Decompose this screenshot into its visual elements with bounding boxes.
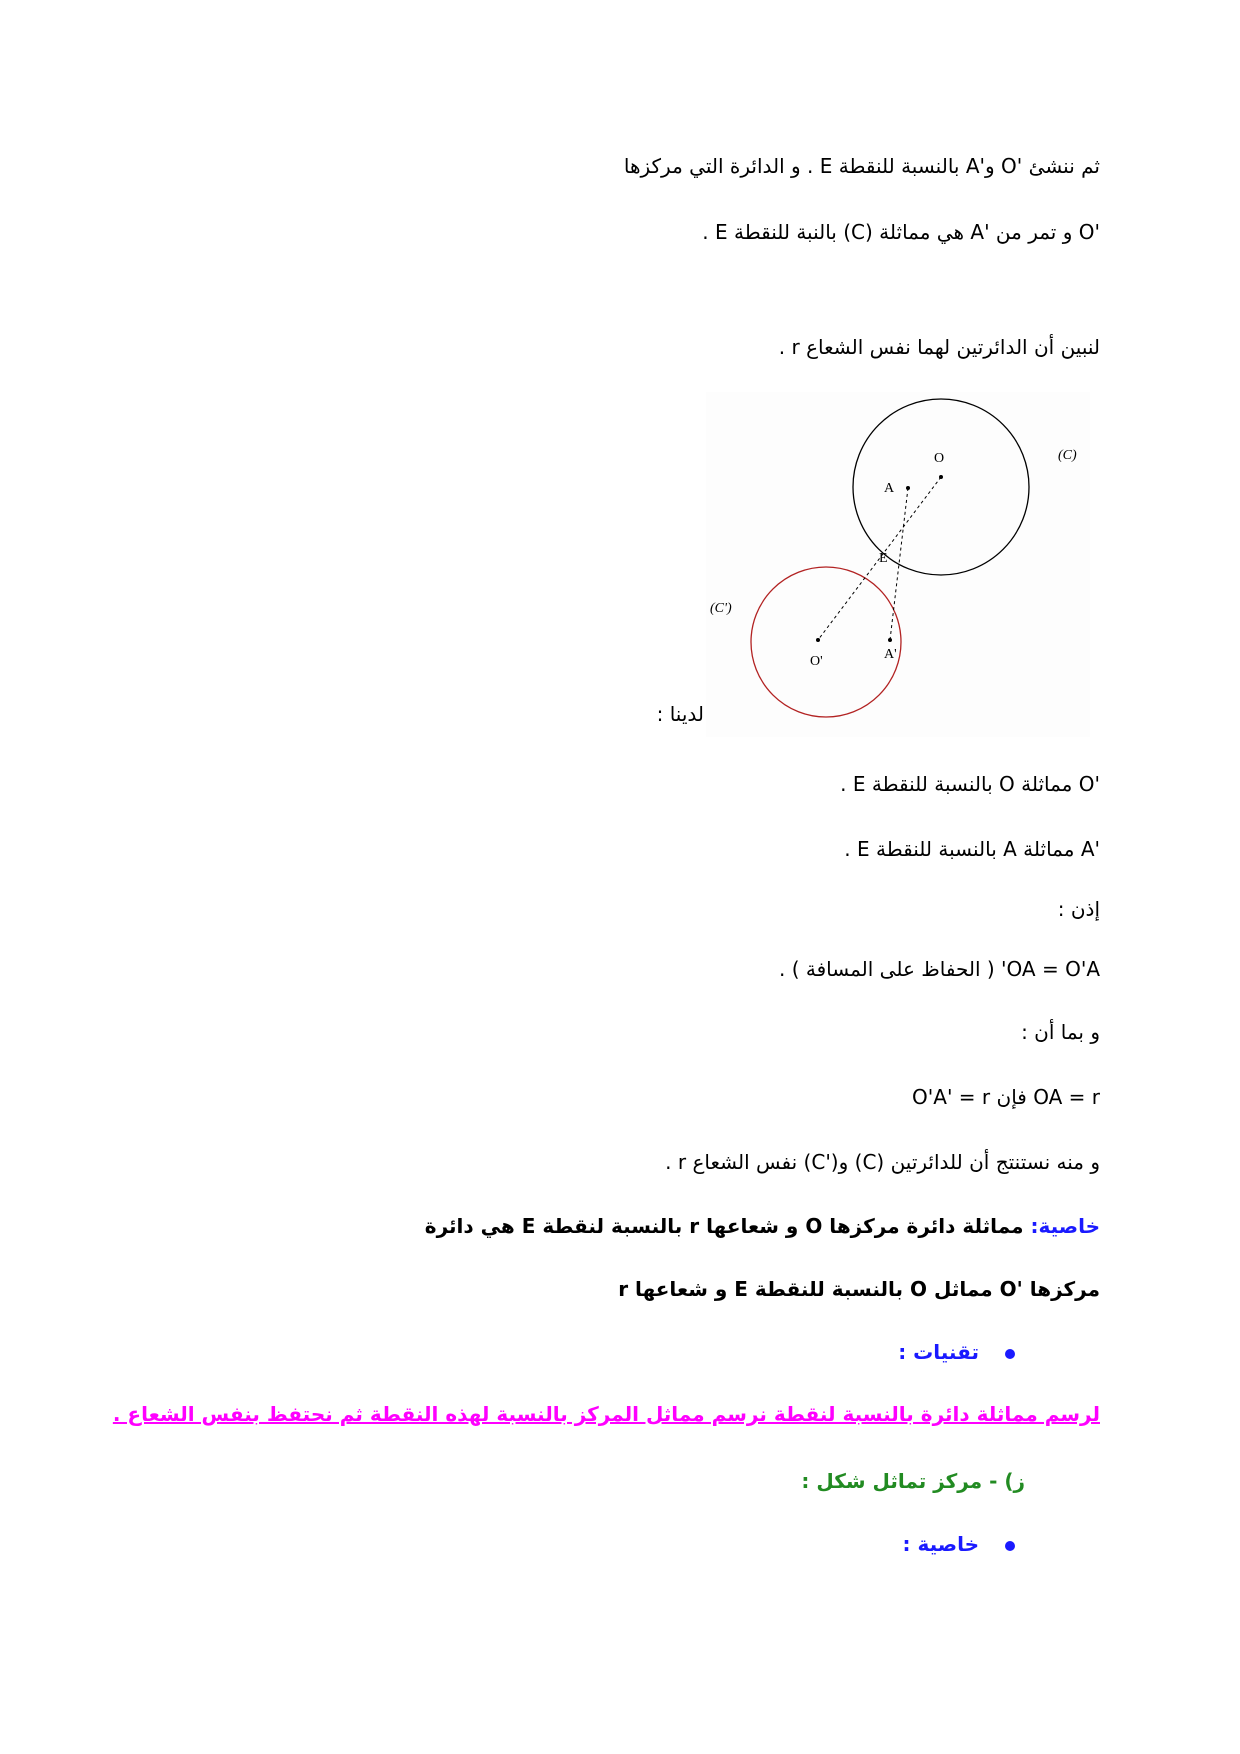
section-heading-symmetry-center: ز) - مركز تماثل شكل : bbox=[801, 1469, 1025, 1493]
para-line-9: و بما أن : bbox=[1021, 1020, 1100, 1044]
para-line-4: لدينا : bbox=[656, 702, 704, 726]
technique-statement: لرسم مماثلة دائرة بالنسبة لنقطة نرسم مماثل المركز بالنسبة لهذه النقطة ثم نحتفظ بنفس الشعاع . bbox=[112, 1402, 1100, 1426]
label-c: (C) bbox=[1058, 448, 1077, 463]
para-line-7: إذن : bbox=[1057, 897, 1100, 921]
label-a-prime: A' bbox=[884, 647, 897, 662]
para-line-5: 'O مماثلة O بالنسبة للنقطة E . bbox=[840, 772, 1100, 796]
point-a-prime bbox=[888, 638, 892, 642]
point-o bbox=[939, 475, 943, 479]
para-line-10: OA = r فإن O'A' = r bbox=[912, 1085, 1100, 1109]
para-line-1: ثم ننشئ 'O و'A بالنسبة للنقطة E . و الدائرة التي مركزها bbox=[623, 154, 1100, 178]
label-c-prime: (C') bbox=[710, 601, 732, 616]
techniques-heading-text: تقنيات : bbox=[898, 1340, 979, 1364]
property-statement-line-1 bbox=[425, 1212, 1100, 1240]
para-line-11: و منه نستنتج أن للدائرتين (C) و('C) نفس الشعاع r . bbox=[665, 1150, 1100, 1174]
property-statement-line-2: مركزها 'O مماثل O بالنسبة للنقطة E و شعاعها r bbox=[618, 1277, 1100, 1301]
label-o: O bbox=[934, 451, 945, 466]
property-label: خاصية: bbox=[1030, 1214, 1100, 1238]
bullet-icon bbox=[1005, 1541, 1015, 1551]
techniques-heading bbox=[898, 1338, 1015, 1366]
symmetry-figure bbox=[706, 392, 1090, 737]
point-a bbox=[906, 486, 910, 490]
property-heading-text: خاصية : bbox=[902, 1532, 979, 1556]
label-o-prime: O' bbox=[810, 654, 823, 669]
label-e: E bbox=[879, 551, 888, 566]
para-line-6: 'A مماثلة A بالنسبة للنقطة E . bbox=[844, 837, 1100, 861]
para-line-2: 'O و تمر من 'A هي مماثلة (C) بالنبة للنقطة E . bbox=[702, 220, 1100, 244]
bullet-icon bbox=[1005, 1349, 1015, 1359]
para-line-3: لنبين أن الدائرتين لهما نفس الشعاع r . bbox=[778, 335, 1100, 359]
property-text: مماثلة دائرة مركزها O و شعاعها r بالنسبة لنقطة E هي دائرة bbox=[424, 1214, 1031, 1238]
para-line-8: OA = O'A' ( الحفاظ على المسافة ) . bbox=[779, 957, 1100, 981]
label-a: A bbox=[884, 481, 895, 496]
point-o-prime bbox=[816, 638, 820, 642]
property-heading bbox=[902, 1530, 1015, 1558]
